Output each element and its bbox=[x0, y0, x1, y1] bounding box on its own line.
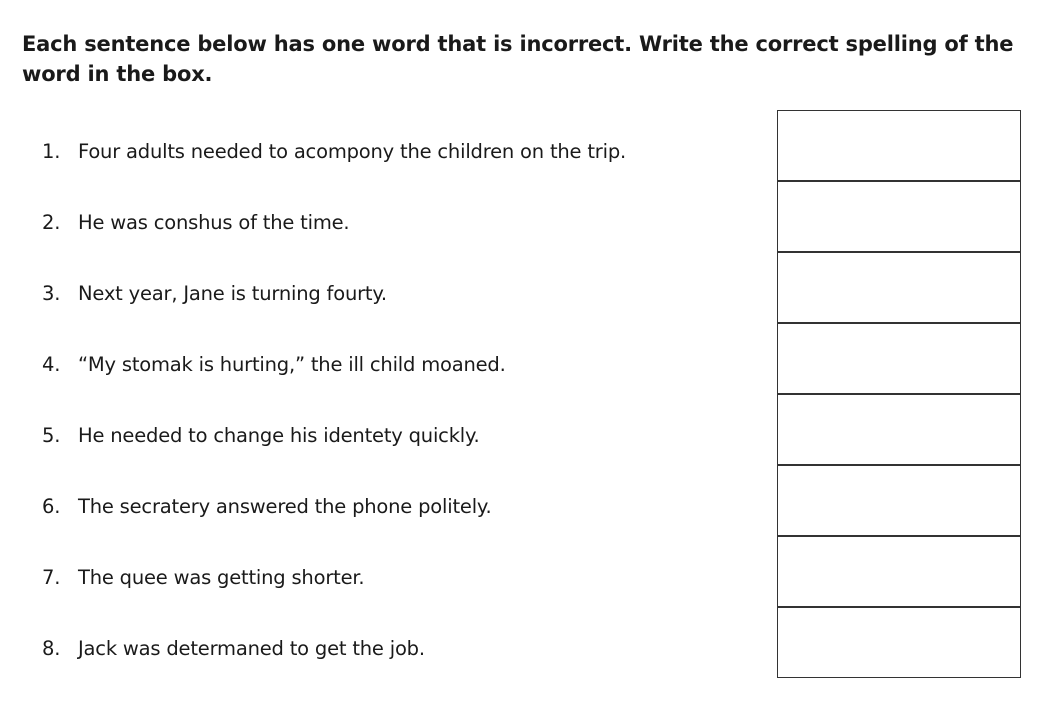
instructions-heading: Each sentence below has one word that is incorrect. Write the correct spelling of the word in the box. bbox=[22, 32, 1014, 86]
question-text: Jack was determaned to get the job. bbox=[78, 637, 425, 660]
question-text: The secratery answered the phone politely. bbox=[78, 495, 492, 518]
question-1 bbox=[42, 116, 626, 187]
question-3 bbox=[42, 258, 387, 329]
question-7 bbox=[42, 542, 364, 613]
question-number: 8. bbox=[42, 637, 61, 660]
question-text: He needed to change his identety quickly. bbox=[78, 424, 480, 447]
question-2 bbox=[42, 187, 349, 258]
question-number: 4. bbox=[42, 353, 61, 376]
question-text: He was conshus of the time. bbox=[78, 211, 350, 234]
question-text: Next year, Jane is turning fourty. bbox=[78, 282, 387, 305]
answer-box-5[interactable] bbox=[777, 394, 1021, 465]
question-text: The quee was getting shorter. bbox=[78, 566, 365, 589]
question-6 bbox=[42, 471, 491, 542]
answer-box-4[interactable] bbox=[777, 323, 1021, 394]
question-number: 6. bbox=[42, 495, 61, 518]
answer-box-3[interactable] bbox=[777, 252, 1021, 323]
question-8 bbox=[42, 613, 425, 684]
question-number: 1. bbox=[42, 140, 61, 163]
answer-box-8[interactable] bbox=[777, 607, 1021, 678]
question-number: 2. bbox=[42, 211, 61, 234]
question-number: 3. bbox=[42, 282, 61, 305]
question-5 bbox=[42, 400, 480, 471]
question-number: 5. bbox=[42, 424, 61, 447]
answer-box-6[interactable] bbox=[777, 465, 1021, 536]
question-number: 7. bbox=[42, 566, 61, 589]
answer-box-7[interactable] bbox=[777, 536, 1021, 607]
answer-box-2[interactable] bbox=[777, 181, 1021, 252]
question-text: “My stomak is hurting,” the ill child moaned. bbox=[78, 353, 506, 376]
answer-box-1[interactable] bbox=[777, 110, 1021, 181]
question-4 bbox=[42, 329, 506, 400]
question-text: Four adults needed to acompony the children on the trip. bbox=[78, 140, 626, 163]
